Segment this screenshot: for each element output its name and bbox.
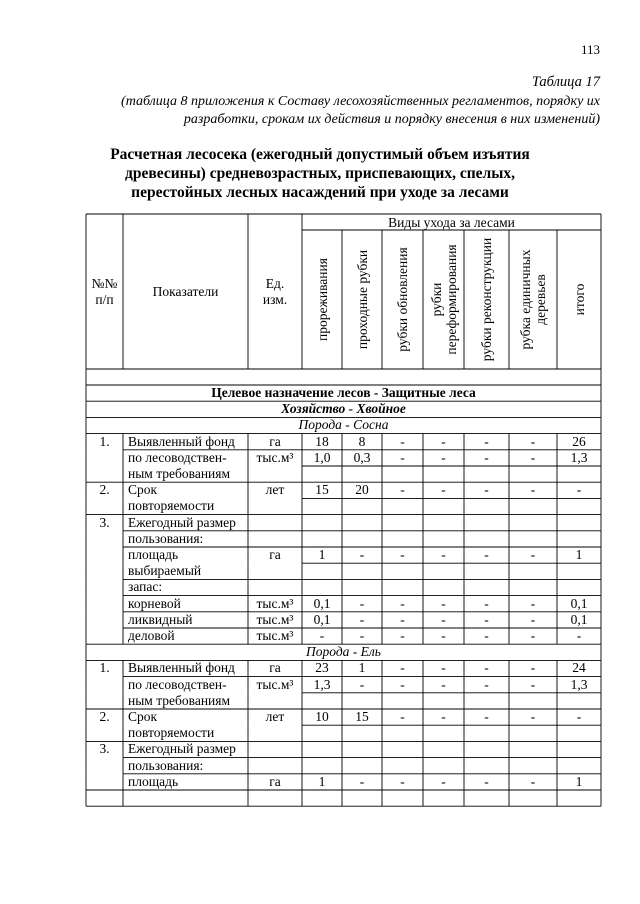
value-cell: -	[484, 676, 489, 692]
value-cell: -	[484, 773, 489, 789]
value-cell: 1,3	[570, 449, 588, 465]
value-cell: -	[400, 595, 405, 611]
value-cell: -	[441, 449, 446, 465]
row-indicator: Срок	[128, 482, 158, 498]
header-number-label: п/п	[95, 292, 114, 307]
value-cell: 8	[358, 433, 366, 449]
value-cell: 1,0	[313, 449, 331, 465]
row-indicator: выбираемый	[128, 563, 202, 579]
row-number: 3.	[99, 741, 110, 757]
row-unit: тыс.м³	[256, 611, 294, 627]
column-header-6: рубка единичных	[518, 249, 533, 350]
row-indicator: по лесоводствен-	[128, 449, 227, 465]
header-indicators: Показатели	[152, 284, 219, 299]
row-unit: тыс.м³	[256, 676, 294, 692]
value-cell: -	[400, 676, 405, 692]
value-cell: -	[359, 773, 365, 789]
value-cell: 23	[315, 660, 329, 676]
value-cell: -	[441, 660, 446, 676]
species-heading: Порода - Ель	[306, 644, 381, 660]
value-cell: -	[400, 709, 405, 724]
row-indicator: Выявленный фонд	[128, 660, 235, 676]
value-cell: -	[484, 482, 489, 498]
value-cell: 0,3	[353, 449, 371, 465]
row-indicator: Ежегодный размер	[128, 514, 236, 530]
row-indicator: повторяемости	[128, 725, 215, 741]
value-cell: -	[530, 449, 536, 465]
value-cell: 10	[315, 709, 329, 724]
value-cell: 15	[315, 482, 329, 498]
header-care-types: Виды ухода за лесами	[388, 215, 515, 230]
value-cell: -	[530, 676, 536, 692]
value-cell: -	[530, 595, 536, 611]
value-cell: -	[484, 449, 489, 465]
column-header-7: итого	[571, 283, 587, 316]
row-indicator: ным требованиям	[128, 692, 231, 708]
value-cell: 20	[355, 482, 369, 498]
row-unit: лет	[265, 482, 285, 498]
row-indicator: площадь	[128, 547, 179, 562]
value-cell: -	[400, 660, 405, 676]
value-cell: -	[530, 628, 536, 643]
species-heading: Порода - Сосна	[298, 417, 389, 433]
value-cell: -	[530, 611, 536, 627]
value-cell: -	[530, 547, 536, 562]
value-cell: -	[359, 676, 365, 692]
section-purpose: Целевое назначение лесов - Защитные леса	[211, 385, 476, 400]
value-cell: -	[576, 628, 582, 643]
row-indicator: пользования:	[128, 757, 204, 773]
value-cell: -	[530, 482, 536, 498]
value-cell: -	[484, 611, 489, 627]
value-cell: -	[441, 547, 446, 562]
title-line: древесины) средневозрастных, приспевающих, спелых,	[125, 165, 515, 182]
value-cell: 24	[572, 660, 586, 676]
value-cell: -	[530, 709, 536, 724]
row-indicator: ным требованиям	[128, 466, 231, 481]
row-unit: га	[269, 660, 281, 676]
page-number: 113	[580, 42, 600, 57]
table-number: Таблица 17	[531, 74, 600, 90]
value-cell: 15	[355, 709, 369, 724]
value-cell: -	[319, 628, 325, 643]
value-cell: -	[400, 482, 405, 498]
column-header-2: проходные рубки	[354, 249, 370, 350]
value-cell: 0,1	[313, 595, 331, 611]
value-cell: 0,1	[570, 595, 588, 611]
row-unit: га	[269, 433, 281, 449]
row-indicator: площадь	[128, 773, 179, 789]
column-header-6: деревьев	[533, 274, 548, 325]
column-header-4: переформирования	[443, 244, 459, 355]
row-indicator: Выявленный фонд	[128, 433, 235, 449]
column-header-5: рубки реконструкции	[479, 237, 494, 362]
value-cell: -	[530, 660, 536, 676]
value-cell: -	[484, 709, 489, 724]
row-indicator: деловой	[128, 628, 175, 643]
value-cell: 0,1	[570, 611, 588, 627]
row-indicator: ликвидный	[128, 611, 193, 627]
value-cell: -	[359, 611, 365, 627]
value-cell: 0,1	[313, 611, 331, 627]
header-unit: Ед.	[265, 276, 285, 291]
row-number: 1.	[99, 433, 110, 449]
value-cell: 18	[315, 433, 329, 449]
header-unit: изм.	[262, 292, 288, 307]
value-cell: -	[441, 676, 446, 692]
value-cell: 1	[318, 547, 326, 562]
value-cell: -	[441, 709, 446, 724]
value-cell: -	[441, 482, 446, 498]
row-indicator: пользования:	[128, 530, 204, 546]
value-cell: -	[484, 628, 489, 643]
value-cell: -	[400, 773, 405, 789]
value-cell: 1	[358, 660, 366, 676]
value-cell: -	[400, 547, 405, 562]
value-cell: -	[359, 628, 365, 643]
row-unit: лет	[265, 709, 285, 724]
value-cell: -	[400, 449, 405, 465]
value-cell: -	[484, 660, 489, 676]
value-cell: -	[441, 628, 446, 643]
value-cell: -	[441, 433, 446, 449]
row-number: 1.	[99, 660, 110, 676]
row-indicator: по лесоводствен-	[128, 676, 227, 692]
column-header-3: рубки обновления	[395, 247, 410, 352]
value-cell: -	[484, 595, 489, 611]
value-cell: -	[441, 611, 446, 627]
value-cell: -	[400, 611, 405, 627]
section-farm: Хозяйство - Хвойное	[281, 401, 406, 417]
value-cell: 1,3	[313, 676, 331, 692]
value-cell: -	[484, 547, 489, 562]
column-header-4: рубки	[428, 282, 444, 317]
value-cell: -	[576, 709, 582, 724]
appendix-reference-line: (таблица 8 приложения к Составу лесохозяйственных регламентов, порядку их	[121, 94, 600, 109]
header-number-label: №№	[91, 276, 118, 291]
value-cell: 1	[575, 547, 583, 562]
row-number: 2.	[99, 709, 110, 724]
row-indicator: Срок	[128, 709, 158, 724]
value-cell: -	[441, 773, 446, 789]
value-cell: -	[530, 773, 536, 789]
value-cell: -	[359, 595, 365, 611]
value-cell: -	[576, 482, 582, 498]
value-cell: 1,3	[570, 676, 588, 692]
value-cell: -	[400, 433, 405, 449]
column-header-1: прореживания	[314, 258, 330, 341]
appendix-reference-line: разработки, срокам их действия и порядку внесения в них изменений)	[183, 112, 600, 127]
value-cell: -	[484, 433, 489, 449]
value-cell: -	[359, 547, 365, 562]
row-indicator: повторяемости	[128, 498, 215, 514]
row-unit: га	[269, 547, 281, 562]
row-number: 2.	[99, 482, 110, 498]
row-number: 3.	[99, 514, 110, 530]
value-cell: 1	[575, 773, 583, 789]
value-cell: 1	[318, 773, 326, 789]
value-cell: -	[530, 433, 536, 449]
value-cell: -	[441, 595, 446, 611]
value-cell: 26	[572, 433, 586, 449]
row-unit: тыс.м³	[256, 628, 294, 643]
row-unit: тыс.м³	[256, 449, 294, 465]
title-line: перестойных лесных насаждений при уходе за лесами	[131, 184, 509, 201]
value-cell: -	[400, 628, 405, 643]
title-line: Расчетная лесосека (ежегодный допустимый объем изъятия	[110, 146, 530, 163]
row-unit: га	[269, 773, 281, 789]
row-unit: тыс.м³	[256, 595, 294, 611]
row-indicator: корневой	[128, 595, 181, 611]
row-indicator: запас:	[128, 579, 163, 595]
row-indicator: Ежегодный размер	[128, 741, 236, 757]
